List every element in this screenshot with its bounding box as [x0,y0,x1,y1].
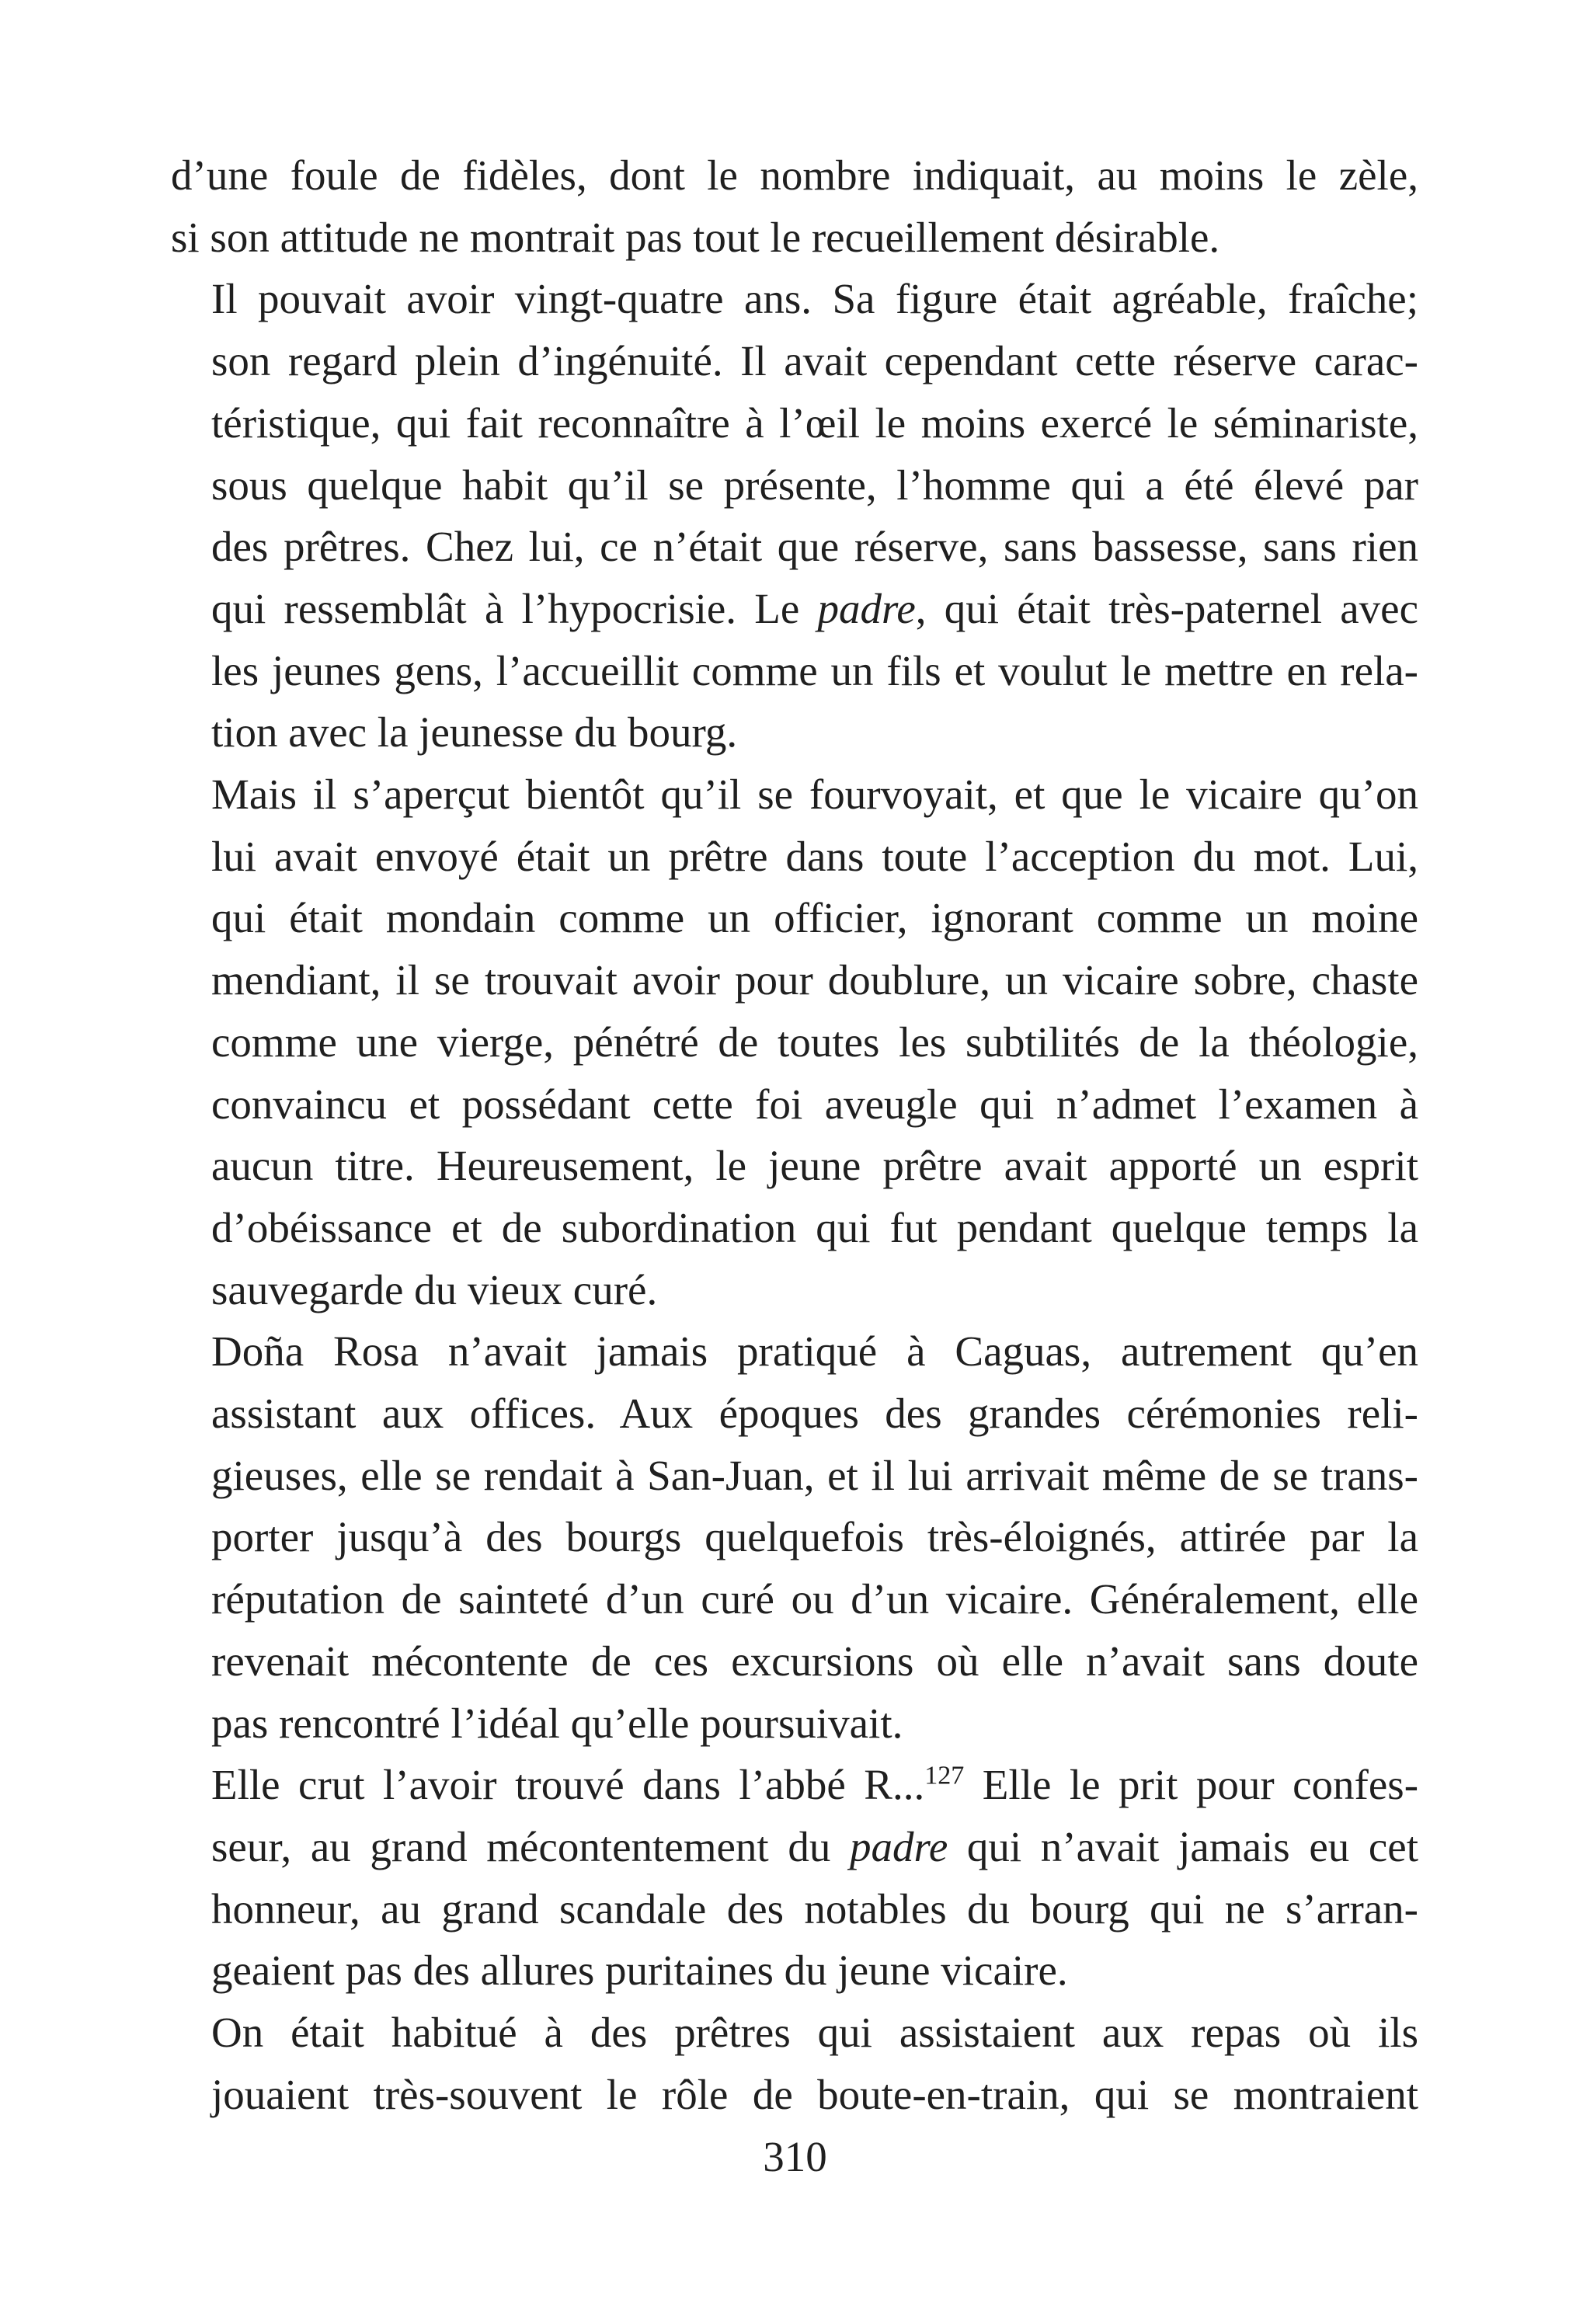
text-line: qui était mondain comme un officier, ignorant comme un moine [211,894,1418,942]
text-line: réputation de sainteté d’un curé ou d’un vicaire. Généralement, elle [211,1575,1418,1623]
text-line: On était habitué à des prêtres qui assistaient aux repas où ils [211,2009,1418,2057]
text-line: honneur, au grand scandale des notables du bourg qui ne s’arran- [211,1884,1418,1933]
text-line: téristique, qui fait reconnaître à l’œil le moins exercé le séminariste, [211,398,1418,447]
text-line: d’obéissance et de subordination qui fut pendant quelque temps la [211,1203,1418,1251]
paragraph [171,1754,1418,2002]
text-line: jouaient très-souvent le rôle de boute-en-train, qui se montraient [211,2070,1418,2118]
text-line: geaient pas des allures puritaines du jeune vicaire. [211,1947,1068,1995]
paragraph [171,268,1418,764]
text-line: tion avec la jeunesse du bourg. [211,708,738,757]
paragraph [171,1320,1418,1754]
text-line: mendiant, il se trouvait avoir pour doublure, un vicaire sobre, chaste [211,956,1418,1004]
text-line: pas rencontré l’idéal qu’elle poursuivait. [211,1699,903,1747]
text-line: assistant aux offices. Aux époques des grandes cérémonies reli- [211,1390,1418,1438]
paragraph [171,764,1418,1320]
text-line: comme une vierge, pénétré de toutes les subtilités de la théologie, [211,1018,1418,1066]
text-line: si son attitude ne montrait pas tout le recueillement désirable. [171,213,1220,261]
text-line: d’une foule de fidèles, dont le nombre indiquait, au moins le zèle, [171,151,1418,199]
text-line: les jeunes gens, l’accueillit comme un fils et voulut le mettre en rela- [211,646,1418,694]
text-line: seur, au grand mécontentement du padre qui n’avait jamais eu cet [211,1822,1418,1870]
text-line: Doña Rosa n’avait jamais pratiqué à Caguas, autrement qu’en [211,1327,1418,1376]
text-line: gieuses, elle se rendait à San-Juan, et il lui arrivait même de se trans- [211,1451,1418,1499]
page-number: 310 [763,2133,827,2180]
text-line: Mais il s’aperçut bientôt qu’il se fourvoyait, et que le vicaire qu’on [211,771,1418,819]
text-line: lui avait envoyé était un prêtre dans toute l’acception du mot. Lui, [211,832,1418,880]
text-line: sous quelque habit qu’il se présente, l’homme qui a été élevé par [211,461,1418,509]
text-line: son regard plein d’ingénuité. Il avait cependant cette réserve carac- [211,337,1418,385]
text-line: Il pouvait avoir vingt-quatre ans. Sa figure était agréable, fraîche; [211,275,1418,323]
text-line: qui ressemblât à l’hypocrisie. Le padre, qui était très-paternel avec [211,584,1418,632]
italic-term: padre [817,584,916,632]
text-line: revenait mécontente de ces excursions où elle n’avait sans doute [211,1637,1418,1685]
text-line: aucun titre. Heureusement, le jeune prêtre avait apporté un esprit [211,1142,1418,1190]
text-line: Elle crut l’avoir trouvé dans l’abbé R...$^{127}$ Elle le prit pour confes- [211,1761,1419,1809]
italic-term: padre [849,1822,948,1870]
paragraph [171,2002,1418,2125]
body-text [171,144,1418,2126]
text-line: des prêtres. Chez lui, ce n’était que réserve, sans bassesse, sans rien [211,523,1418,571]
paragraph [171,144,1418,268]
footnote-reference: 127 [924,1761,965,1790]
text-line: sauvegarde du vieux curé. [211,1265,658,1313]
text-line: convaincu et possédant cette foi aveugle qui n’admet l’examen à [211,1080,1418,1128]
text-line: porter jusqu’à des bourgs quelquefois très-éloignés, attirée par la [211,1513,1418,1561]
